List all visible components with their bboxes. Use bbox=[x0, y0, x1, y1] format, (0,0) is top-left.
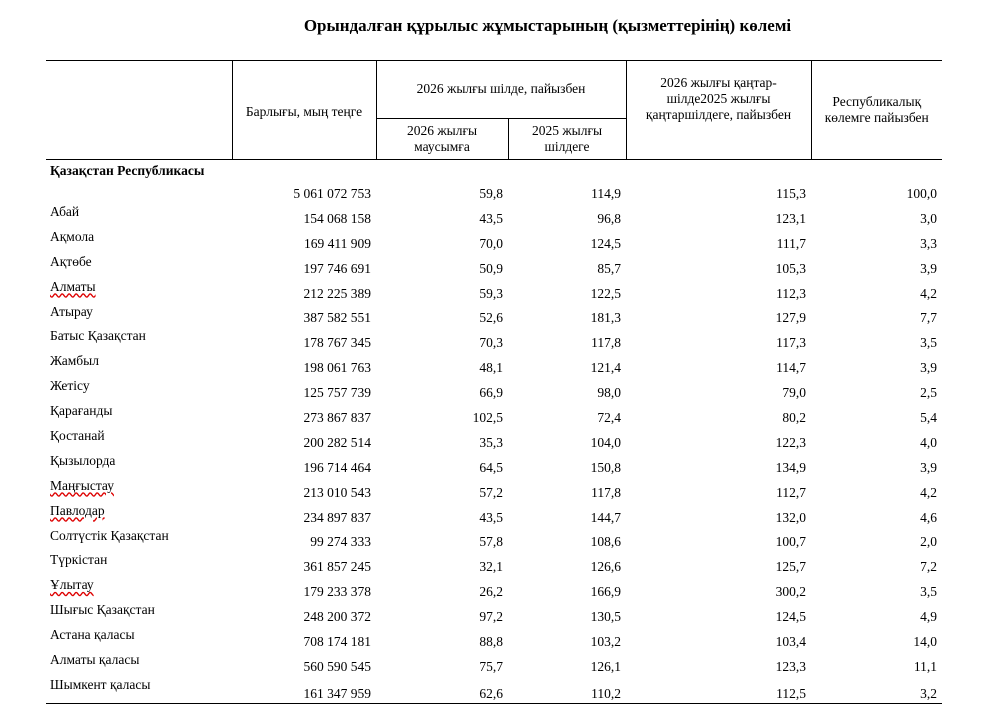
to-july-2025-cell: 181,3 bbox=[590, 310, 621, 326]
total-cell: 154 068 158 bbox=[303, 210, 371, 226]
region-name-cell bbox=[46, 502, 232, 527]
to-july-2025-cell: 110,2 bbox=[508, 676, 626, 704]
table-row bbox=[46, 160, 942, 204]
table-row bbox=[46, 303, 942, 328]
document-title: Орындалған құрылыс жұмыстарының (қызметтерінің) көлемі bbox=[303, 16, 792, 35]
total-cell: 213 010 543 bbox=[303, 484, 371, 500]
table-row bbox=[46, 576, 942, 601]
total-cell: 197 746 691 bbox=[303, 260, 371, 276]
to-july-2025-cell: 96,8 bbox=[597, 210, 621, 226]
jan-july-cell: 100,7 bbox=[775, 534, 806, 550]
jan-july-cell: 105,3 bbox=[775, 260, 806, 276]
region-header bbox=[46, 61, 232, 160]
region-name-cell: Солтүстік Қазақстан bbox=[50, 527, 169, 543]
total-cell: 387 582 551 bbox=[303, 310, 371, 326]
to-july-2025-cell: 124,5 bbox=[590, 235, 621, 251]
table-row bbox=[46, 402, 942, 427]
to-june-cell: 32,1 bbox=[479, 559, 503, 575]
to-june-header: 2026 жылғы маусымға bbox=[376, 119, 508, 160]
region-name-cell: Астана қаласы bbox=[50, 627, 135, 643]
table-row bbox=[46, 502, 942, 527]
total-cell: 361 857 245 bbox=[303, 559, 371, 575]
table-row bbox=[46, 601, 942, 626]
to-june-cell: 59,3 bbox=[479, 285, 503, 301]
to-july-2025-cell: 130,5 bbox=[590, 609, 621, 625]
share-cell: 5,4 bbox=[920, 410, 937, 426]
share-cell: 100,0 bbox=[906, 186, 937, 201]
table-row bbox=[46, 327, 942, 352]
construction-volume-table bbox=[46, 60, 942, 704]
share-cell: 4,0 bbox=[920, 434, 937, 450]
to-july-2025-cell: 85,7 bbox=[597, 260, 621, 276]
to-june-cell: 57,2 bbox=[479, 484, 503, 500]
to-june-cell: 43,5 bbox=[479, 210, 503, 226]
to-june-cell: 102,5 bbox=[472, 410, 503, 426]
table-row bbox=[46, 527, 942, 552]
total-cell: 212 225 389 bbox=[303, 285, 371, 301]
table-row bbox=[46, 278, 942, 303]
region-name-cell bbox=[46, 477, 232, 502]
share-cell: 3,5 bbox=[920, 335, 937, 351]
total-cell: 248 200 372 bbox=[303, 609, 371, 625]
table-row bbox=[46, 352, 942, 377]
jan-july-cell: 112,3 bbox=[776, 285, 806, 301]
to-june-cell: 59,8 bbox=[479, 186, 503, 201]
total-cell: 234 897 837 bbox=[303, 509, 371, 525]
region-name-cell: Қазақстан Республикасы bbox=[50, 163, 205, 178]
share-cell: 3,2 bbox=[811, 676, 942, 704]
jan-july-cell: 124,5 bbox=[775, 609, 806, 625]
total-cell: 198 061 763 bbox=[303, 360, 371, 376]
share-cell: 7,7 bbox=[920, 310, 937, 326]
share-cell: 7,2 bbox=[920, 559, 937, 575]
to-july-2025-cell: 117,8 bbox=[591, 484, 621, 500]
to-june-cell: 64,5 bbox=[479, 459, 503, 475]
to-july-2025-cell: 108,6 bbox=[590, 534, 621, 550]
share-cell: 11,1 bbox=[913, 658, 937, 674]
to-july-2025-cell: 126,1 bbox=[590, 658, 621, 674]
share-cell: 3,5 bbox=[920, 584, 937, 600]
to-july-2025-cell: 98,0 bbox=[597, 385, 621, 401]
jan-july-cell: 112,7 bbox=[776, 484, 806, 500]
share-cell: 2,0 bbox=[920, 534, 937, 550]
to-june-cell: 88,8 bbox=[479, 634, 503, 650]
region-name-cell: Батыс Қазақстан bbox=[50, 328, 146, 344]
jan-july-cell: 112,5 bbox=[626, 676, 811, 704]
to-july-2025-cell: 103,2 bbox=[590, 634, 621, 650]
jan-july-cell: 115,3 bbox=[776, 186, 806, 201]
jan-july-cell: 117,3 bbox=[776, 335, 806, 351]
total-cell: 5 061 072 753 bbox=[293, 186, 371, 201]
region-name-cell: Шымкент қаласы bbox=[46, 676, 232, 704]
to-june-cell: 35,3 bbox=[479, 434, 503, 450]
share-cell: 2,5 bbox=[920, 385, 937, 401]
total-cell: 125 757 739 bbox=[303, 385, 371, 401]
region-name-cell: Шығыс Қазақстан bbox=[50, 602, 155, 618]
region-name-cell: Қарағанды bbox=[50, 403, 113, 419]
jan-july-header: 2026 жылғы қаңтар-шілде2025 жылғы қаңтаршілдеге, пайызбен bbox=[626, 61, 811, 160]
jan-july-cell: 80,2 bbox=[782, 410, 806, 426]
to-june-cell: 70,0 bbox=[479, 235, 503, 251]
share-cell: 3,0 bbox=[920, 210, 937, 226]
region-name-cell: Қызылорда bbox=[50, 452, 116, 468]
share-cell: 3,9 bbox=[920, 260, 937, 276]
total-cell: 99 274 333 bbox=[310, 534, 371, 550]
to-june-cell: 57,8 bbox=[479, 534, 503, 550]
table-row bbox=[46, 253, 942, 278]
total-cell: 179 233 378 bbox=[303, 584, 371, 600]
to-july-2025-cell: 144,7 bbox=[590, 509, 621, 525]
table-row bbox=[46, 452, 942, 477]
region-name-cell: Атырау bbox=[50, 303, 93, 319]
share-cell: 3,9 bbox=[920, 459, 937, 475]
total-cell: 273 867 837 bbox=[303, 410, 371, 426]
to-june-cell: 70,3 bbox=[479, 335, 503, 351]
total-cell: 708 174 181 bbox=[303, 634, 371, 650]
share-cell: 3,3 bbox=[920, 235, 937, 251]
to-july-2025-cell: 122,5 bbox=[590, 285, 621, 301]
table-row bbox=[46, 626, 942, 651]
share-cell: 4,9 bbox=[920, 609, 937, 625]
table-row bbox=[46, 203, 942, 228]
region-name-text: Ұлытау bbox=[50, 577, 94, 593]
jan-july-cell: 300,2 bbox=[775, 584, 806, 600]
jan-july-cell: 111,7 bbox=[776, 235, 806, 251]
jan-july-cell: 114,7 bbox=[776, 360, 806, 376]
region-name-cell: Абай bbox=[50, 204, 80, 219]
to-july-2025-cell: 114,9 bbox=[591, 186, 621, 201]
region-name-cell bbox=[46, 576, 232, 601]
region-name-cell: Қостанай bbox=[50, 428, 105, 444]
jan-july-cell: 134,9 bbox=[775, 459, 806, 475]
to-june-cell: 75,7 bbox=[479, 658, 503, 674]
region-name-text: Маңғыстау bbox=[50, 477, 114, 493]
jan-july-cell: 122,3 bbox=[775, 434, 806, 450]
jan-july-cell: 103,4 bbox=[775, 634, 806, 650]
jan-july-cell: 123,3 bbox=[775, 658, 806, 674]
region-name-text: Павлодар bbox=[50, 502, 105, 518]
total-cell: 560 590 545 bbox=[303, 658, 371, 674]
share-cell: 4,2 bbox=[920, 484, 937, 500]
region-name-cell: Жетісу bbox=[50, 378, 90, 394]
share-cell: 4,6 bbox=[920, 509, 937, 525]
table-row bbox=[46, 228, 942, 253]
share-header: Республикалық көлемге пайызбен bbox=[811, 61, 942, 160]
total-cell: 169 411 909 bbox=[304, 235, 371, 251]
to-june-cell: 43,5 bbox=[479, 509, 503, 525]
total-cell: 196 714 464 bbox=[303, 459, 371, 475]
share-cell: 4,2 bbox=[920, 285, 937, 301]
to-june-cell: 26,2 bbox=[479, 584, 503, 600]
region-name-cell: Ақтөбе bbox=[50, 253, 92, 269]
to-june-cell: 52,6 bbox=[479, 310, 503, 326]
to-june-cell: 62,6 bbox=[376, 676, 508, 704]
table-row bbox=[46, 551, 942, 576]
to-june-cell: 66,9 bbox=[479, 385, 503, 401]
to-july-2025-cell: 150,8 bbox=[590, 459, 621, 475]
total-header: Барлығы, мың теңге bbox=[232, 61, 376, 160]
total-cell: 200 282 514 bbox=[303, 434, 371, 450]
total-cell: 161 347 959 bbox=[232, 676, 376, 704]
region-name-cell: Алматы қаласы bbox=[50, 652, 140, 668]
jan-july-cell: 132,0 bbox=[775, 509, 806, 525]
table-row bbox=[46, 427, 942, 452]
total-cell: 178 767 345 bbox=[303, 335, 371, 351]
share-cell: 14,0 bbox=[913, 634, 937, 650]
to-july-2025-cell: 104,0 bbox=[590, 434, 621, 450]
region-name-cell bbox=[46, 278, 232, 303]
jan-july-cell: 125,7 bbox=[775, 559, 806, 575]
jan-july-cell: 123,1 bbox=[775, 210, 806, 226]
to-july-2025-header: 2025 жылғы шілдеге bbox=[508, 119, 626, 160]
table-row bbox=[46, 377, 942, 402]
share-cell: 3,9 bbox=[920, 360, 937, 376]
to-june-cell: 48,1 bbox=[479, 360, 503, 376]
table-row bbox=[46, 651, 942, 676]
to-july-2025-cell: 72,4 bbox=[597, 410, 621, 426]
to-july-2025-cell: 117,8 bbox=[591, 335, 621, 351]
region-name-cell: Ақмола bbox=[50, 228, 95, 244]
july-group-header: 2026 жылғы шілде, пайызбен bbox=[376, 61, 626, 119]
to-july-2025-cell: 126,6 bbox=[590, 559, 621, 575]
region-name-cell: Жамбыл bbox=[50, 353, 99, 369]
to-july-2025-cell: 121,4 bbox=[590, 360, 621, 376]
to-july-2025-cell: 166,9 bbox=[590, 584, 621, 600]
table-row bbox=[46, 477, 942, 502]
region-name-cell: Түркістан bbox=[50, 552, 108, 568]
to-june-cell: 50,9 bbox=[479, 260, 503, 276]
to-june-cell: 97,2 bbox=[479, 609, 503, 625]
jan-july-cell: 127,9 bbox=[775, 310, 806, 326]
jan-july-cell: 79,0 bbox=[782, 385, 806, 401]
region-name-text: Алматы bbox=[50, 278, 96, 294]
table-row bbox=[46, 676, 942, 704]
